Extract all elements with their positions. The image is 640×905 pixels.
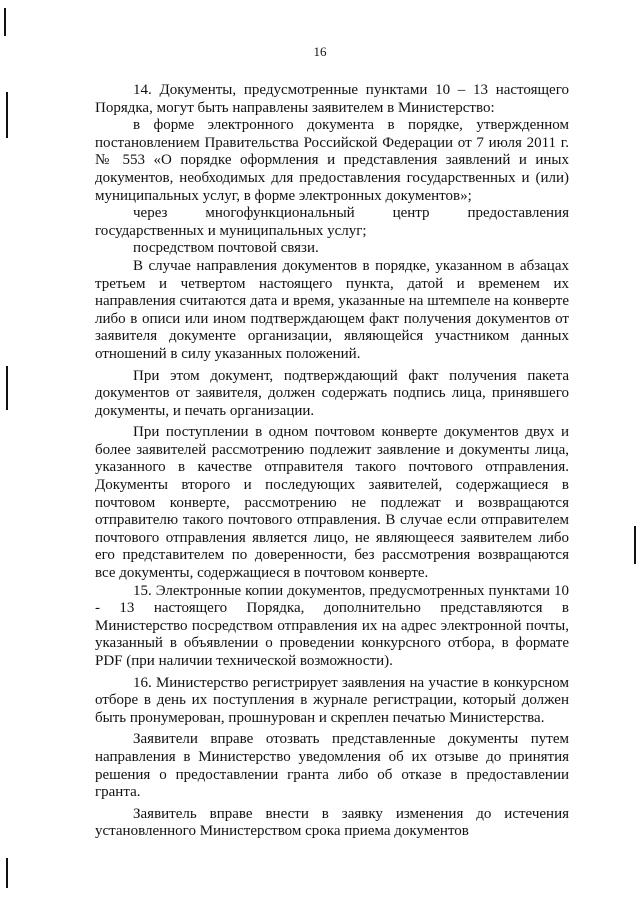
scan-edge-mark-left-2: [6, 366, 8, 410]
paragraph-5: В случае направления документов в порядке, указанном в абзацах третьем и четвертом настоящего пункта, датой и временем их направления считаются дата и время, указанные на штемпеле на конверте либо в описи или ином подтверждающем факт получения документов от заявителя документе организации, являющейся участником данных отношений в силу указанных положений.: [95, 257, 569, 362]
paragraph-11: Заявитель вправе внести в заявку изменения до истечения установленного Министерством срока приема документов: [95, 805, 569, 840]
document-body: [95, 82, 569, 841]
paragraph-3: через многофункциональный центр предоставления государственных и муниципальных услуг;: [95, 205, 569, 239]
scan-edge-mark-right: [634, 526, 636, 564]
paragraph-1: 14. Документы, предусмотренные пунктами 10 – 13 настоящего Порядка, могут быть направлены заявителем в Министерство:: [95, 82, 569, 116]
scan-edge-mark-top-left: [4, 8, 6, 36]
page-number: 16: [313, 44, 327, 59]
paragraph-8: 15. Электронные копии документов, предусмотренных пунктами 10 - 13 настоящего Порядка, дополнительно представляются в Министерство посредством отправления их на адрес электронной почты, указанный в объявлении о проведении конкурсного отбора, в формате PDF (при наличии технической возможности).: [95, 582, 569, 669]
paragraph-2: в форме электронного документа в порядке, утвержденном постановлением Правительства Российской Федерации от 7 июля 2011 г. № 553 «О порядке оформления и представления заявлений и иных документов, необходимых для предоставления государственных и (или) муниципальных услуг, в форме электронных документов»;: [95, 117, 569, 204]
paragraph-10: Заявители вправе отозвать представленные документы путем направления в Министерство уведомления об их отзыве до принятия решения о предоставлении гранта либо об отказе в предоставлении гранта.: [95, 731, 569, 801]
paragraph-7: При поступлении в одном почтовом конверте документов двух и более заявителей рассмотрению подлежит заявление и документы лица, указанного в качестве отправителя такого почтового отправления. Документы второго и последующих заявителей, содержащиеся в почтовом конверте, рассмотрению не подлежат и возвращаются отправителю такого почтового отправления. В случае если отправителем почтового отправления является лицо, не являющееся заявителем либо его представителем по доверенности, без рассмотрения возвращаются все документы, содержащиеся в почтовом конверте.: [95, 424, 569, 582]
scan-edge-mark-left-1: [6, 92, 8, 138]
paragraph-9: 16. Министерство регистрирует заявления на участие в конкурсном отборе в день их поступления в журнале регистрации, который должен быть пронумерован, прошнурован и скреплен печатью Министерства.: [95, 674, 569, 726]
paragraph-6: При этом документ, подтверждающий факт получения пакета документов от заявителя, должен содержать подпись лица, принявшего документы, и печать организации.: [95, 367, 569, 419]
scan-edge-mark-bottom-left: [6, 858, 8, 888]
paragraph-4: посредством почтовой связи.: [133, 240, 319, 257]
